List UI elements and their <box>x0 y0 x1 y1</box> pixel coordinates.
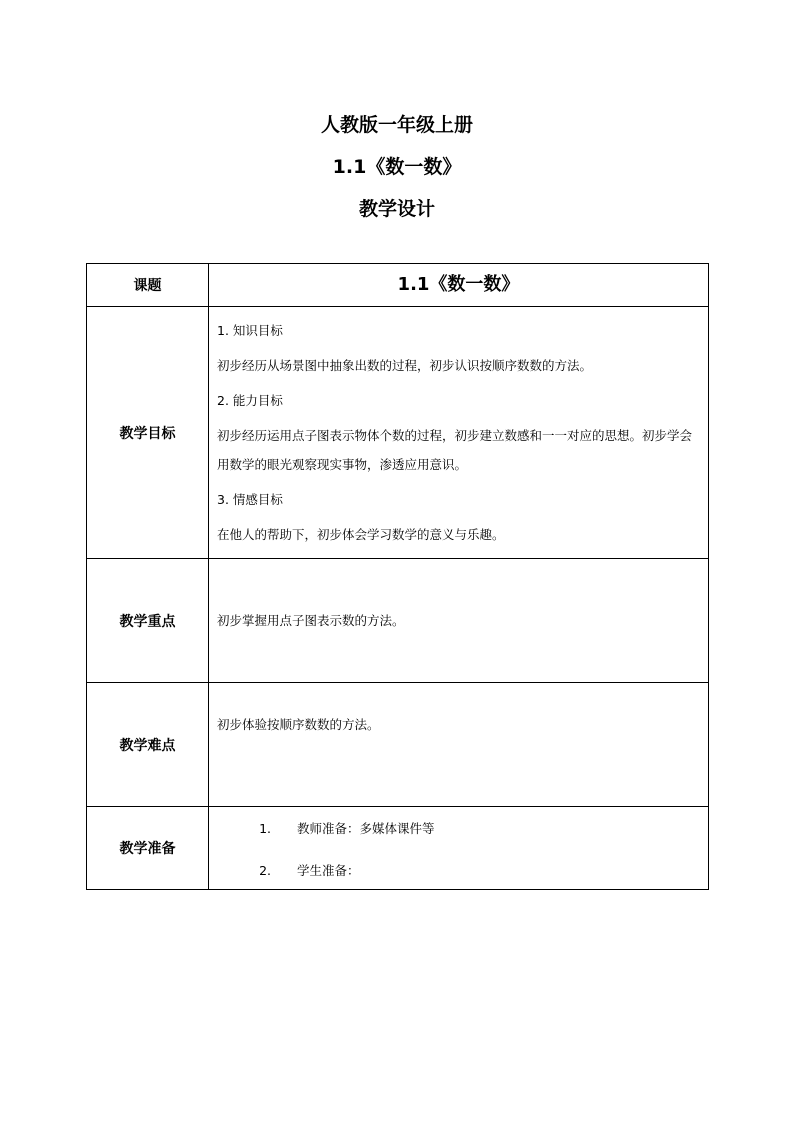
title-lesson: 1.1《数一数》 <box>332 156 462 178</box>
list-item <box>209 819 708 839</box>
key-points-label: 教学重点 <box>87 559 209 683</box>
title-edition: 人教版一年级上册 <box>320 114 473 136</box>
difficulties-text: 初步体验按顺序数数的方法。 <box>217 716 380 732</box>
table-row-goals <box>87 307 709 559</box>
emotion-goal-text: 在他人的帮助下，初步体会学习数学的意义与乐趣。 <box>217 527 505 542</box>
list-item-text: 学生准备： <box>297 863 360 878</box>
topic-label: 课题 <box>87 264 209 307</box>
preparation-list <box>209 809 708 881</box>
table-row-preparation <box>87 807 709 890</box>
list-item-number: 1. <box>259 821 271 836</box>
table-row-key-points <box>87 559 709 683</box>
emotion-goal-title: 3. 情感目标 <box>217 492 283 507</box>
list-item-number: 2. <box>259 863 271 878</box>
goals-content <box>209 307 709 559</box>
difficulties-content <box>209 683 709 807</box>
lesson-plan-table <box>86 263 709 890</box>
difficulties-label: 教学难点 <box>87 683 209 807</box>
list-item-text: 教师准备：多媒体课件等 <box>297 821 435 836</box>
knowledge-goal-text: 初步经历从场景图中抽象出数的过程，初步认识按顺序数数的方法。 <box>217 358 593 373</box>
document-title <box>0 104 794 230</box>
goals-label: 教学目标 <box>87 307 209 559</box>
title-design: 教学设计 <box>358 198 435 220</box>
ability-goal-text: 初步经历运用点子图表示物体个数的过程，初步建立数感和一一对应的思想。初步学会用数学的眼光观察现实事物，渗透应用意识。 <box>217 428 693 472</box>
preparation-label: 教学准备 <box>87 807 209 890</box>
table-row-topic <box>87 264 709 307</box>
knowledge-goal-title: 1. 知识目标 <box>217 323 283 338</box>
key-points-content <box>209 559 709 683</box>
preparation-content <box>209 807 709 890</box>
list-item <box>209 861 708 881</box>
key-points-text: 初步掌握用点子图表示数的方法。 <box>217 612 405 628</box>
table-row-difficulties <box>87 683 709 807</box>
ability-goal-title: 2. 能力目标 <box>217 393 283 408</box>
topic-value: 1.1《数一数》 <box>209 264 709 307</box>
